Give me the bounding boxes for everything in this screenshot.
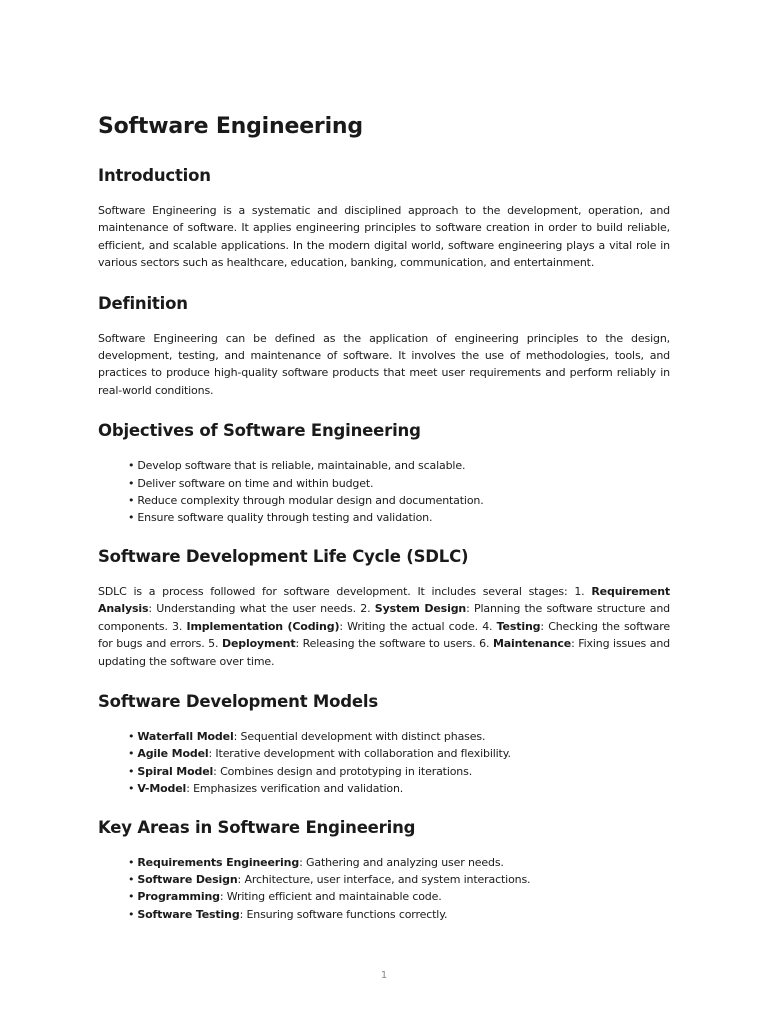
list-item-text: Develop software that is reliable, maintainable, and scalable. bbox=[137, 459, 466, 473]
section-heading: Software Development Models bbox=[98, 691, 378, 711]
bullet-icon: • bbox=[128, 476, 135, 490]
list-item bbox=[128, 728, 670, 745]
section-heading: Definition bbox=[98, 293, 188, 313]
key-areas-list bbox=[98, 854, 670, 924]
list-item-desc: : Gathering and analyzing user needs. bbox=[299, 855, 504, 869]
bullet-icon: • bbox=[128, 729, 135, 743]
text-segment: : Releasing the software to users. 6. bbox=[295, 637, 493, 651]
text-segment: SDLC is a process followed for software development. It includes several stages: 1. bbox=[98, 584, 592, 598]
list-item-desc: : Combines design and prototyping in iterations. bbox=[213, 764, 473, 778]
models-list bbox=[98, 728, 670, 798]
bold-term: Implementation (Coding) bbox=[186, 619, 340, 633]
bullet-icon: • bbox=[128, 782, 135, 796]
list-item bbox=[128, 509, 670, 526]
text-segment: : Planning the software structure and components. 3. bbox=[98, 602, 670, 633]
section-key-areas bbox=[98, 816, 670, 924]
bold-term: System Design bbox=[374, 602, 467, 616]
list-item-term: Waterfall Model bbox=[137, 729, 234, 743]
bullet-icon: • bbox=[128, 511, 135, 525]
bullet-icon: • bbox=[128, 747, 135, 761]
bullet-icon: • bbox=[128, 872, 135, 886]
list-item-term: Requirements Engineering bbox=[137, 855, 300, 869]
list-item bbox=[128, 871, 670, 888]
list-item bbox=[128, 854, 670, 871]
objectives-list bbox=[98, 457, 670, 527]
list-item bbox=[128, 745, 670, 762]
section-paragraph: Software Engineering is a systematic and disciplined approach to the development, operation, and maintenance of software. It applies engineering principles to software creation in order to build reliable, efficient, and scalable applications. In the modern digital world, software engineering plays a vital role in various sectors such as healthcare, education, banking, communication, and entertainment. bbox=[98, 204, 670, 270]
list-item-text: Deliver software on time and within budget. bbox=[137, 476, 374, 490]
list-item bbox=[128, 780, 670, 797]
document-page bbox=[98, 110, 670, 941]
list-item bbox=[128, 457, 670, 474]
section-paragraph bbox=[98, 583, 670, 670]
bold-term: Requirement Analysis bbox=[98, 584, 670, 616]
list-item bbox=[128, 475, 670, 492]
list-item-desc: : Ensuring software functions correctly. bbox=[239, 907, 448, 921]
list-item-desc: : Emphasizes verification and validation. bbox=[186, 782, 404, 796]
section-heading: Software Development Life Cycle (SDLC) bbox=[98, 546, 469, 566]
bold-term: Maintenance bbox=[492, 637, 572, 651]
list-item-term: Software Design bbox=[137, 872, 238, 886]
text-segment: : Checking the software for bugs and errors. 5. bbox=[98, 619, 670, 651]
section-heading: Objectives of Software Engineering bbox=[98, 421, 421, 441]
section-definition bbox=[98, 292, 670, 400]
list-item bbox=[128, 888, 670, 905]
list-item-term: Programming bbox=[137, 890, 220, 904]
page-number: 1 bbox=[380, 970, 388, 981]
bullet-icon: • bbox=[128, 764, 135, 778]
list-item-desc: : Writing efficient and maintainable code. bbox=[219, 890, 442, 904]
list-item bbox=[128, 906, 670, 923]
section-introduction bbox=[98, 164, 670, 272]
section-models bbox=[98, 690, 670, 798]
list-item-desc: : Sequential development with distinct phases. bbox=[233, 729, 486, 743]
text-segment: : Fixing issues and updating the software over time. bbox=[98, 637, 670, 668]
list-item-term: Software Testing bbox=[137, 907, 240, 921]
bullet-icon: • bbox=[128, 890, 135, 904]
list-item-term: Spiral Model bbox=[137, 764, 214, 778]
bullet-icon: • bbox=[128, 855, 135, 869]
list-item-term: Agile Model bbox=[137, 747, 209, 761]
bullet-icon: • bbox=[128, 459, 135, 473]
bullet-icon: • bbox=[128, 494, 135, 508]
list-item bbox=[128, 763, 670, 780]
bold-term: Testing bbox=[496, 619, 541, 633]
list-item-text: Ensure software quality through testing and validation. bbox=[137, 511, 433, 525]
bold-term: Deployment bbox=[221, 637, 296, 651]
section-paragraph: Software Engineering can be defined as the application of engineering principles to the design, development, testing, and maintenance of software. It involves the use of methodologies, tools, and practices to produce high-quality software products that meet user requirements and perform reliably in real-world conditions. bbox=[98, 331, 670, 397]
document-title: Software Engineering bbox=[98, 114, 363, 139]
list-item bbox=[128, 492, 670, 509]
list-item-desc: : Architecture, user interface, and system interactions. bbox=[237, 872, 531, 886]
list-item-text: Reduce complexity through modular design and documentation. bbox=[137, 494, 484, 508]
section-heading: Introduction bbox=[98, 166, 211, 185]
bullet-icon: • bbox=[128, 907, 135, 921]
section-objectives bbox=[98, 419, 670, 527]
text-segment: : Writing the actual code. 4. bbox=[339, 619, 497, 633]
section-sdlc bbox=[98, 545, 670, 670]
list-item-term: V-Model bbox=[137, 782, 187, 796]
section-heading: Key Areas in Software Engineering bbox=[98, 817, 416, 837]
text-segment: : Understanding what the user needs. 2. bbox=[148, 602, 375, 616]
list-item-desc: : Iterative development with collaboration and flexibility. bbox=[208, 747, 511, 761]
